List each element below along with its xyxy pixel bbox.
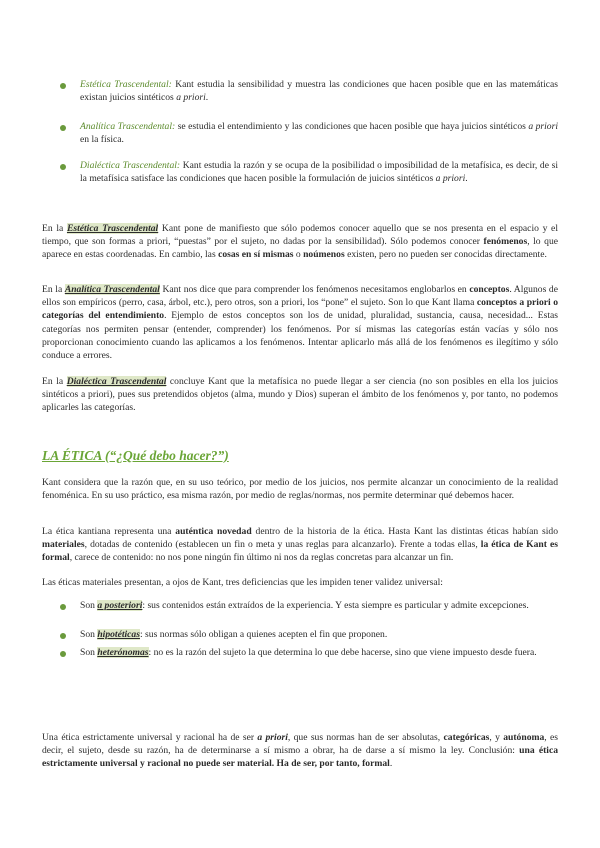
text: , dotadas de contenido (establecen un fin o meta y unas reglas para alcanzarlo). Frente a todas ellas, bbox=[84, 539, 481, 551]
text: dentro de la historia de la ética. Hasta Kant las distintas éticas habían sido bbox=[251, 526, 559, 537]
text: Una ética estrictamente universal y racional ha de ser bbox=[42, 732, 258, 743]
paragraph-conclusion bbox=[42, 731, 558, 771]
text: existen, pero no pueden ser conocidas directamente. bbox=[344, 249, 547, 261]
text: . Algunos de ellos son empíricos (perro, casa, árbol, etc.), pero otros, son a priori, los “pone” el sujeto. Son lo que Kant llama bbox=[42, 284, 558, 309]
bullet-term: Estética Trascendental: bbox=[80, 79, 172, 90]
paragraph-deficiencias: Las éticas materiales presentan, a ojos de Kant, tres deficiencias que les impiden tener validez universal: bbox=[42, 577, 443, 588]
bullet-dot bbox=[60, 651, 66, 657]
term-hipoteticas: hipotéticas bbox=[97, 629, 140, 640]
term-cosas-en-si: cosas en sí mismas bbox=[218, 249, 294, 261]
text: , carece de contenido: no nos pone ningún fin último ni nos da reglas concretas para alcanzar un fin. bbox=[69, 552, 454, 564]
term-categorias: conceptos a priori o categorías del entendimiento bbox=[42, 297, 558, 322]
term-dialectica: Dialéctica Trascendental bbox=[66, 376, 167, 387]
bullet-dot bbox=[60, 604, 66, 610]
bullet-a-posteriori bbox=[80, 599, 558, 612]
section-heading-etica: LA ÉTICA (“¿Qué debo hacer?”) bbox=[42, 448, 229, 463]
term-noumenos: noúmenos bbox=[303, 249, 345, 261]
text: La ética kantiana representa una bbox=[42, 526, 176, 537]
term-fenomenos: fenómenos bbox=[483, 236, 528, 248]
paragraph-razon: Kant considera que la razón que, en su uso teórico, por medio de los juicios, nos permite alcanzar un conocimiento de la realidad fenoménica. En su uso práctico, esa misma razón, por medio de reglas/normas, nos permite determinar qué debemos hacer. bbox=[42, 477, 558, 502]
text: Son bbox=[80, 600, 98, 611]
bullet-tail: . bbox=[465, 173, 468, 185]
bullet-estetica bbox=[80, 78, 558, 104]
bullet-heteronomas bbox=[80, 646, 558, 659]
bullet-text: se estudia el entendimiento y las condiciones que hacen posible que haya juicios sintéticos bbox=[175, 121, 529, 132]
term-heteronomas: heterónomas bbox=[97, 647, 149, 658]
term-estetica: Estética Trascendental bbox=[66, 223, 159, 234]
text: En la bbox=[42, 223, 67, 234]
term-materiales: materiales bbox=[42, 539, 85, 551]
text: . bbox=[389, 758, 393, 770]
paragraph-estetica bbox=[42, 222, 558, 262]
bullet-hipoteticas bbox=[80, 628, 558, 641]
paragraph-dialectica bbox=[42, 375, 558, 415]
term-a-posteriori: a posteriori bbox=[97, 600, 143, 611]
text: En la bbox=[42, 376, 67, 387]
bullet-tail: . bbox=[205, 92, 209, 104]
bullet-dot bbox=[60, 125, 66, 131]
term-novedad: auténtica novedad bbox=[175, 526, 252, 537]
text: , y bbox=[489, 732, 504, 743]
bullet-em: a priori bbox=[528, 121, 558, 132]
text: , lo que aparece en estas coordenadas. En cambio, las bbox=[42, 236, 558, 261]
bullet-tail: en la física. bbox=[80, 134, 124, 146]
text: o bbox=[293, 249, 304, 261]
text: concluye Kant que la metafísica no puede llegar a ser ciencia (no son posibles en ella los juicios sintéticos a priori), pues sus pretendidos objetos (alma, mundo y Dios) superan el ámbito de los fenómenos y, por tanto, no podemos aplicarles las categorías. bbox=[42, 376, 558, 414]
term-formal: la ética de Kant es formal bbox=[42, 539, 558, 564]
paragraph-novedad bbox=[42, 525, 558, 565]
text: Son bbox=[80, 647, 98, 658]
text: . Ejemplo de estos conceptos son los de unidad, pluralidad, sustancia, causa, necesidad... Estas categorías nos permiten pensar (entender, comprender) los fenómenos. Por sí mismas las categorías están vacías y sólo nos proporcionan conocimiento cuando las aplicamos a los fenómenos. Intentar aplicarlo más allá de los fenómenos es ilegítimo y sólo conduce a errores. bbox=[42, 310, 558, 362]
text: Kant pone de manifiesto que sólo podemos conocer aquello que se nos presenta en el espacio y el tiempo, que son formas a priori, “puestas” por el sujeto, no dadas por la sensibilidad). Sólo podemos conocer bbox=[42, 223, 558, 248]
term-a-priori: a priori bbox=[257, 732, 288, 743]
bullet-em: a priori bbox=[176, 92, 206, 104]
text: , es decir, el sujeto, desde su razón, ha de determinarse a sí mismo a obrar, ha de darse a sí mismo la ley. Conclusión: bbox=[42, 732, 559, 757]
text: : sus contenidos están extraídos de la experiencia. Y esta siempre es particular y admite excepciones. bbox=[142, 600, 529, 611]
bullet-em: a priori bbox=[435, 173, 466, 185]
text: Son bbox=[80, 629, 98, 640]
bullet-dot bbox=[60, 164, 66, 170]
bullet-dot bbox=[60, 83, 66, 89]
term-conclusion: una ética estrictamente universal y racional no puede ser material. Ha de ser, por tanto, formal bbox=[42, 745, 559, 770]
bullet-text: Kant estudia la razón y se ocupa de la posibilidad o imposibilidad de la metafísica, es decir, de si la metafísica satisface las condiciones que hacen posible la formulación de juicios sintéticos bbox=[80, 160, 558, 185]
bullet-term: Dialéctica Trascendental: bbox=[80, 160, 181, 171]
term-autonoma: autónoma bbox=[503, 732, 545, 743]
term-analitica: Analítica Trascendental bbox=[64, 284, 160, 295]
bullet-term: Analítica Trascendental: bbox=[80, 121, 176, 132]
term-categoricas: categóricas bbox=[443, 732, 490, 743]
text: Kant nos dice que para comprender los fenómenos necesitamos englobarlos en bbox=[159, 284, 470, 295]
text: , que sus normas han de ser absolutas, bbox=[287, 732, 444, 743]
paragraph-analitica bbox=[42, 283, 558, 362]
bullet-dot bbox=[60, 633, 66, 639]
text: : sus normas sólo obligan a quienes acepten el fin que proponen. bbox=[139, 629, 388, 640]
text: En la bbox=[42, 284, 65, 295]
text: : no es la razón del sujeto la que determina lo que debe hacerse, sino que viene impuesto desde fuera. bbox=[148, 647, 537, 658]
bullet-dialectica bbox=[80, 159, 558, 185]
bullet-text: Kant estudia la sensibilidad y muestra las condiciones que hacen posible que en las matemáticas existan juicios sintéticos bbox=[80, 79, 558, 104]
bullet-analitica bbox=[80, 120, 558, 146]
term-conceptos: conceptos bbox=[469, 284, 510, 295]
